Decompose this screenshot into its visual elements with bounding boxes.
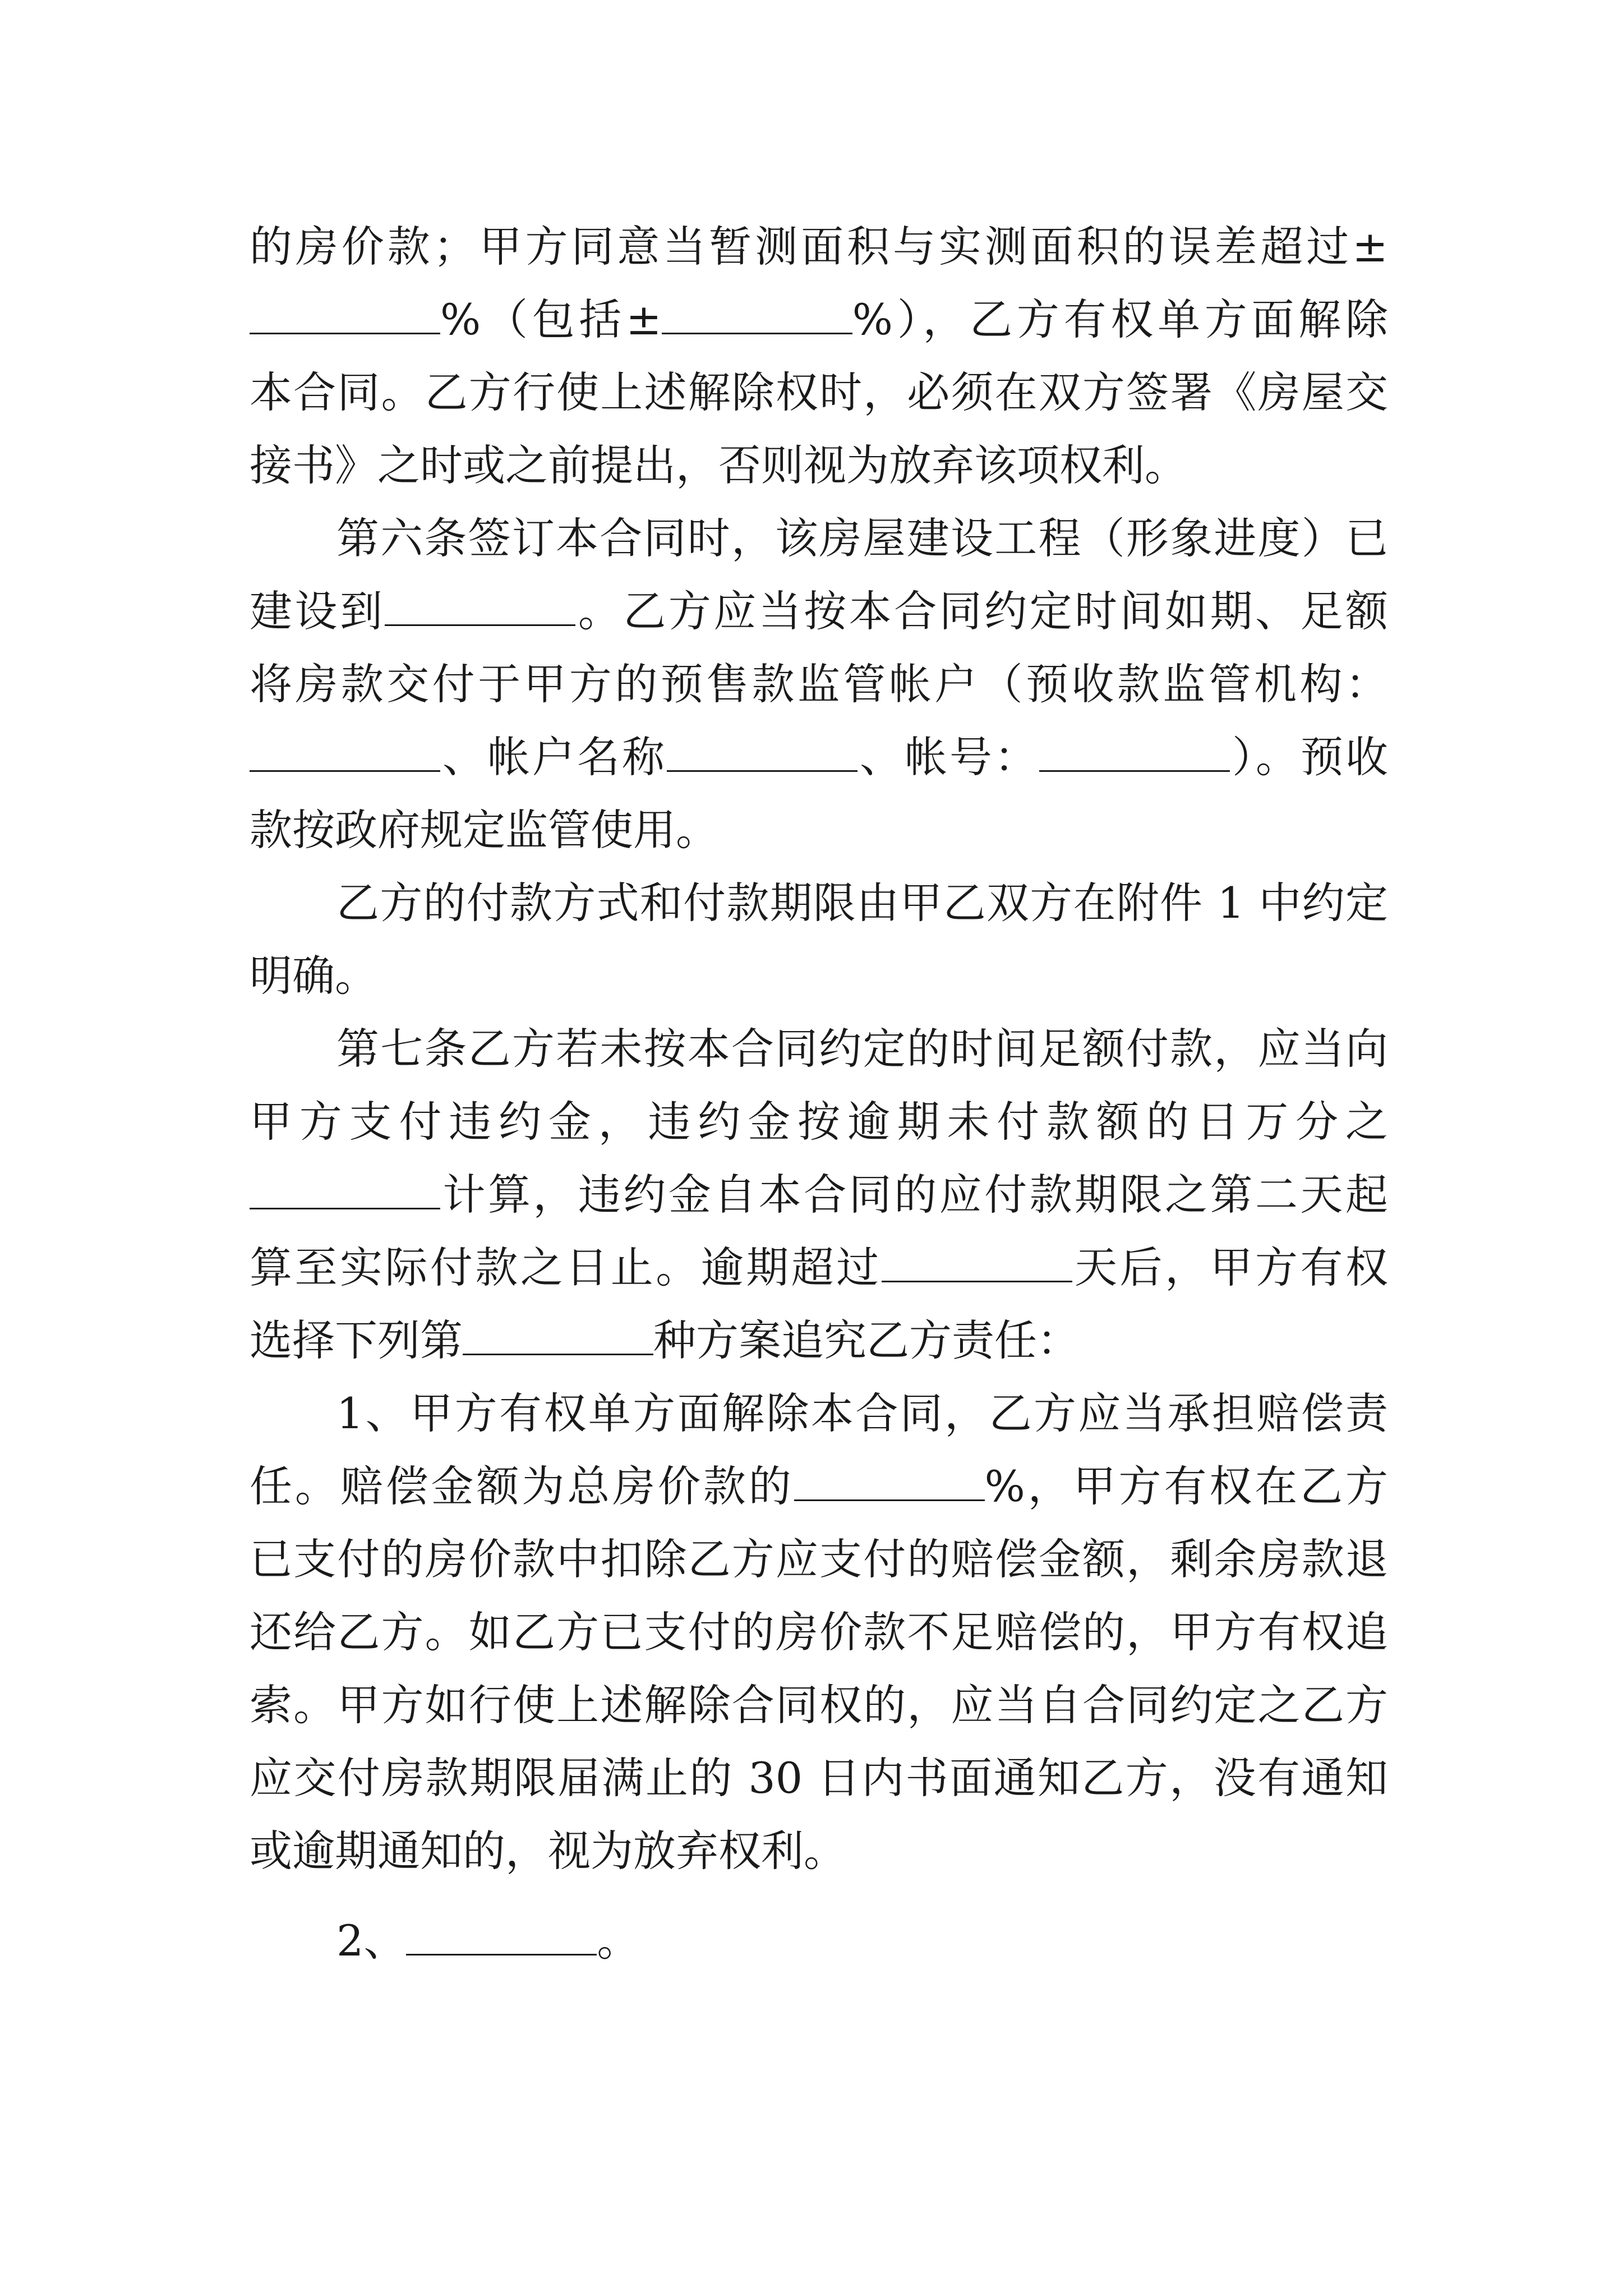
text-run: 。乙方应当按本合同约定时间如期、足额 — [575, 586, 1388, 636]
text-run: 种方案追究乙方责任： — [653, 1315, 1080, 1365]
text-line — [250, 797, 1388, 864]
item-2-number: 2、 — [336, 1916, 407, 1966]
text-run: 、帐户名称 — [440, 732, 667, 782]
blank-field — [250, 1171, 440, 1209]
text-line — [250, 286, 1388, 353]
text-line — [250, 1453, 1388, 1520]
text-line — [250, 1672, 1388, 1739]
text-run: 、帐号： — [857, 732, 1039, 782]
text-line — [250, 1307, 1388, 1374]
text-line — [336, 1015, 1388, 1083]
text-line — [250, 651, 1388, 718]
text-line — [250, 1161, 1388, 1228]
text-line — [250, 1818, 1388, 1885]
text-run: ）。预收 — [1230, 732, 1388, 782]
text-run: %（包括± — [440, 295, 662, 344]
text-line — [250, 1745, 1388, 1812]
text-run: 还给乙方。如乙方已支付的房价款不足赔偿的，甲方有权追 — [250, 1607, 1388, 1657]
blank-field — [250, 733, 440, 772]
text-run: 应交付房款期限届满止的 30 日内书面通知乙方，没有通知 — [250, 1753, 1388, 1803]
text-line — [336, 869, 1388, 937]
text-line — [250, 213, 1388, 280]
text-run: 算至实际付款之日止。逾期超过 — [250, 1243, 882, 1292]
text-run: 已支付的房价款中扣除乙方应支付的赔偿金额，剩余房款退 — [250, 1534, 1388, 1584]
text-run: 款按政府规定监管使用。 — [250, 805, 718, 855]
text-run: 天后，甲方有权 — [1072, 1243, 1388, 1292]
text-run: 。 — [597, 1916, 640, 1966]
article-6-heading: 第六条签订本合同时，该房屋建设工程（形象进度）已 — [336, 513, 1388, 563]
text-run: %，甲方有权在乙方 — [984, 1461, 1388, 1511]
text-line — [250, 1526, 1388, 1593]
blank-field — [882, 1244, 1072, 1282]
blank-field — [463, 1317, 653, 1355]
text-run: 索。甲方如行使上述解除合同权的，应当自合同约定之乙方 — [250, 1680, 1388, 1730]
text-run: 将房款交付于甲方的预售款监管帐户（预收款监管机构： — [250, 659, 1388, 709]
text-run: 接书》之时或之前提出，否则视为放弃该项权利。 — [250, 440, 1187, 490]
text-run: 本合同。乙方行使上述解除权时，必须在双方签署《房屋交 — [250, 367, 1388, 417]
text-line — [250, 578, 1388, 645]
item-1-text: 1、甲方有权单方面解除本合同，乙方应当承担赔偿责 — [336, 1388, 1388, 1438]
blank-field — [1039, 733, 1230, 772]
blank-field — [662, 296, 852, 334]
text-line — [250, 724, 1388, 791]
text-run: %），乙方有权单方面解除 — [852, 295, 1388, 344]
blank-field — [667, 733, 857, 772]
text-line — [336, 1907, 1388, 1975]
text-run: 的房价款；甲方同意当暂测面积与实测面积的误差超过± — [250, 222, 1388, 272]
blank-field — [794, 1462, 985, 1501]
blank-field — [250, 296, 440, 334]
text-run: 甲方支付违约金，违约金按逾期未付款额的日万分之 — [250, 1097, 1388, 1147]
text-line — [250, 1234, 1388, 1301]
text-line — [250, 432, 1388, 499]
text-line — [250, 942, 1388, 1010]
article-7-heading: 第七条乙方若未按本合同约定的时间足额付款，应当向 — [336, 1024, 1388, 1074]
text-run: 建设到 — [250, 586, 385, 636]
text-line — [336, 1380, 1388, 1447]
text-run: 乙方的付款方式和付款期限由甲乙双方在附件 1 中约定 — [336, 878, 1388, 928]
blank-field — [385, 587, 575, 626]
text-run: 或逾期通知的，视为放弃权利。 — [250, 1826, 846, 1876]
text-line — [336, 505, 1388, 572]
text-run: 选择下列第 — [250, 1315, 463, 1365]
text-line — [250, 1088, 1388, 1156]
text-line — [250, 1599, 1388, 1666]
blank-field — [406, 1917, 597, 1955]
text-line — [250, 359, 1388, 426]
text-run: 计算，违约金自本合同的应付款期限之第二天起 — [440, 1170, 1388, 1220]
text-run: 明确。 — [250, 951, 377, 1001]
text-run: 任。赔偿金额为总房价款的 — [250, 1461, 794, 1511]
